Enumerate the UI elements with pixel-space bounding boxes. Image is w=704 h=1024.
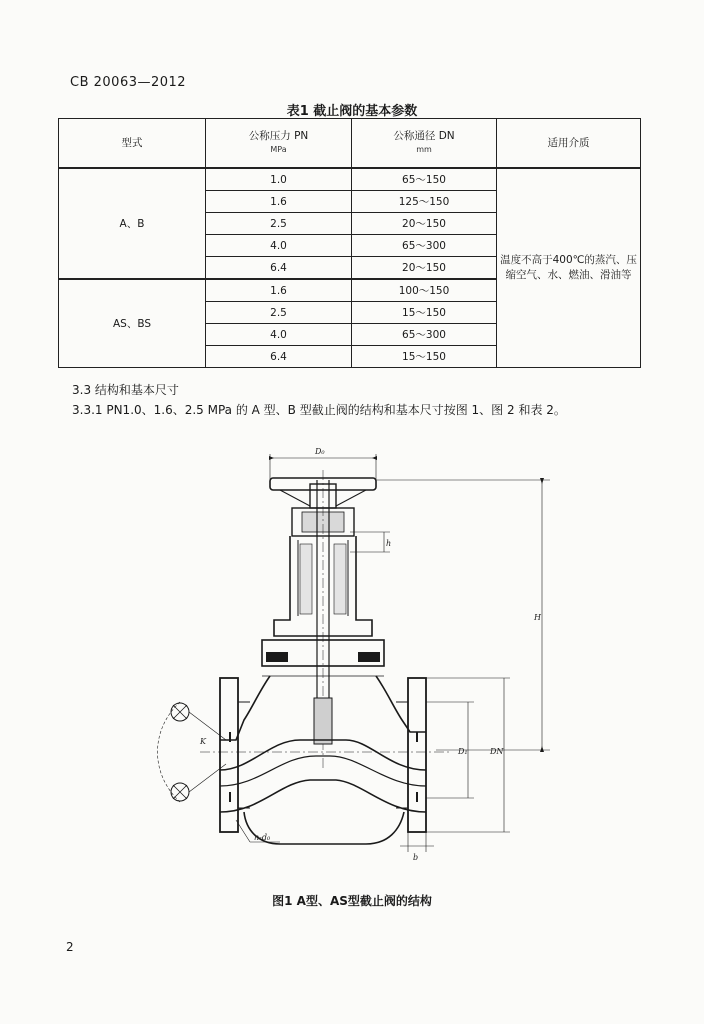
dn-cell: 100～150: [352, 279, 497, 302]
pn-cell: 1.6: [206, 279, 352, 302]
header-diameter-unit: mm: [416, 145, 432, 154]
parameters-table: [58, 118, 641, 368]
label-h: H: [534, 613, 541, 622]
label-dn: DN: [490, 747, 504, 756]
dn-cell: 125～150: [352, 191, 497, 213]
header-diameter-label: 公称通径 DN: [393, 130, 455, 142]
label-h1: h: [386, 539, 392, 548]
header-pressure-unit: MPa: [270, 145, 287, 154]
page-number: 2: [66, 940, 74, 954]
pn-cell: 4.0: [206, 324, 352, 346]
pn-cell: 1.0: [206, 168, 352, 191]
section-title: 3.3 结构和基本尺寸: [72, 383, 179, 397]
label-holes: n-d₀: [254, 833, 271, 842]
bolt-hole-circles: [158, 702, 227, 802]
handwheel: [269, 454, 377, 508]
dn-cell: 20～150: [352, 213, 497, 235]
table-header-row: [59, 119, 641, 169]
label-d0: D₀: [315, 447, 325, 456]
type-cell: A、B: [59, 168, 206, 279]
header-diameter: [352, 119, 497, 169]
right-flange: [396, 678, 426, 832]
table-row: [59, 168, 641, 191]
valve-drawing: [150, 440, 570, 880]
header-type: 型式: [59, 119, 206, 169]
left-flange: [220, 678, 250, 832]
dimension-lines: [236, 478, 550, 852]
standard-code: CB 20063—2012: [70, 75, 187, 90]
label-k: K: [200, 737, 206, 746]
pn-cell: 6.4: [206, 346, 352, 368]
pn-cell: 4.0: [206, 235, 352, 257]
header-medium: 适用介质: [497, 119, 641, 169]
type-cell: AS、BS: [59, 279, 206, 368]
pn-cell: 2.5: [206, 213, 352, 235]
valve-stem: [314, 470, 332, 770]
dn-cell: 15～150: [352, 302, 497, 324]
section-text: 3.3.1 PN1.0、1.6、2.5 MPa 的 A 型、B 型截止阀的结构和基本尺寸按图 1、图 2 和表 2。: [72, 403, 566, 417]
dn-cell: 20～150: [352, 257, 497, 280]
figure-caption: 图1 A型、AS型截止阀的结构: [272, 894, 432, 908]
dn-cell: 15～150: [352, 346, 497, 368]
medium-cell: 温度不高于400℃的蒸汽、压缩空气、水、燃油、滑油等: [497, 168, 641, 368]
valve-bonnet: [274, 508, 390, 636]
pn-cell: 1.6: [206, 191, 352, 213]
pn-cell: 6.4: [206, 257, 352, 280]
dn-cell: 65～300: [352, 324, 497, 346]
label-d1: D₁: [458, 747, 468, 756]
pn-cell: 2.5: [206, 302, 352, 324]
header-pressure: [206, 119, 352, 169]
dn-cell: 65～150: [352, 168, 497, 191]
header-pressure-label: 公称压力 PN: [248, 130, 309, 142]
dn-cell: 65～300: [352, 235, 497, 257]
table-title: 表1 截止阀的基本参数: [286, 104, 418, 119]
label-b: b: [413, 853, 419, 862]
